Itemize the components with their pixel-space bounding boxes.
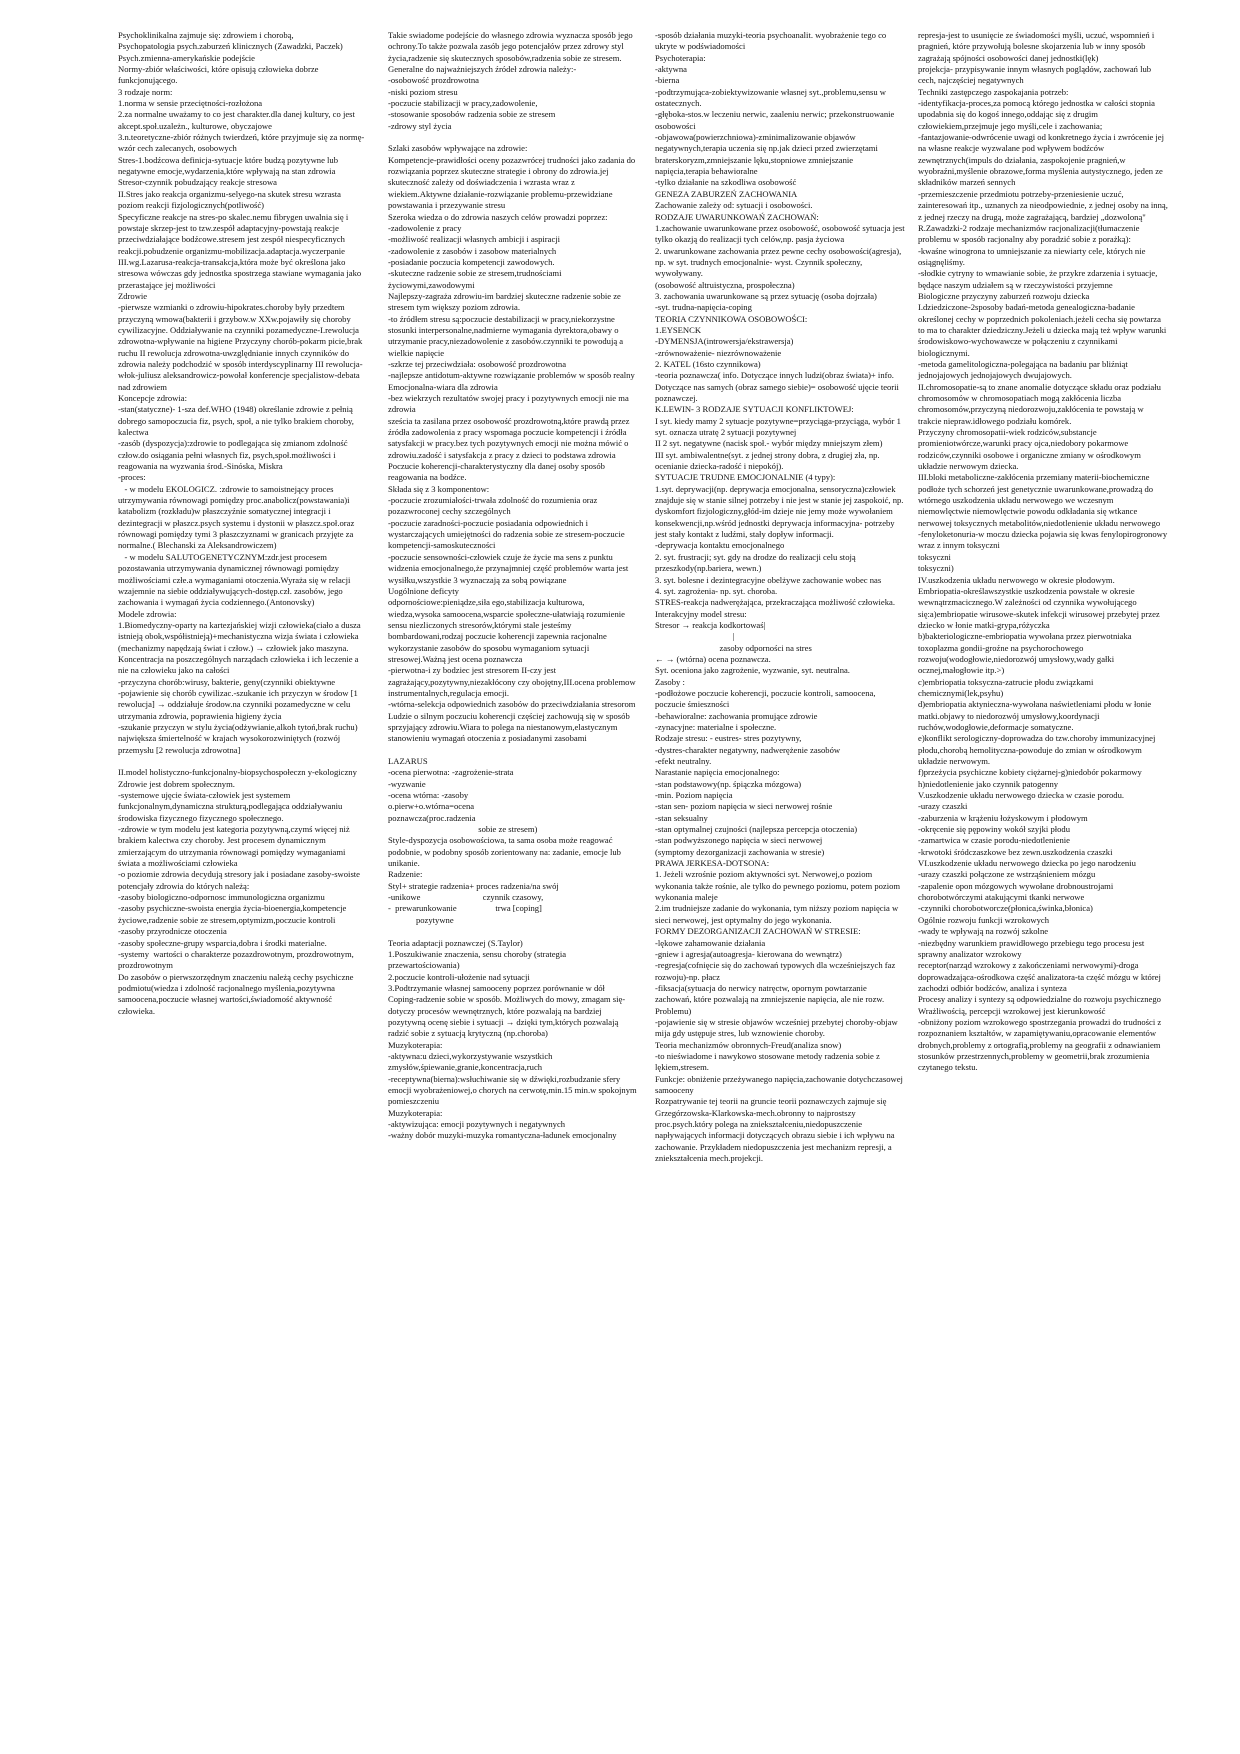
text-column-3: -sposób działania muzyki-teoria psychoanalit. wyobrażenie tego co ukryte w podświadomości Psychoterapia: -aktywna -bierna -podtrzymująca-zobiektywizowanie własnej syt.,problemu,sensu w ostatecznych. -głęboka-stos.w leczeniu nerwic, zaaleniu nerwic; przekonstruowanie osobowości -objawowa(powierzchniowa)-zminimalizowanie objawów negatywnych,terapia uczenia się np.jak dzieci przed zwierzętami braterskoryzm,zmniejszanie lęku,stopniowe zmniejszanie napięcia,terapia behawioralne -tylko działanie na szkodliwa osobowość GENEZA ZABURZEŃ ZACHOWANIA Zachowanie zależy od: sytuacji i osobowości. RODZAJE UWARUNKOWAŃ ZACHOWAŃ: 1.zachowanie uwarunkowane przez osobowość, osobowość sytuacja jest tylko okazją do realizacji tych celów,np. pasja życiowa 2. uwarunkowane zachowania przez pewne cechy osobowości(agresja), np. w syt. trudnych emocjonalnie- wyst. Czynnik społeczny, wywoływany. (osobowość altruistyczna, prospołeczna) 3. zachowania uwarunkowane są przez sytuację (osoba dojrzała) -syt. trudna-napięcia-coping TEORIA CZYNNIKOWA OSOBOWOŚCI: 1.EYSENCK -DYMENSJA(introwersja/ekstrawersja) -zrównoważenie- niezrównoważenie 2. KATEL (16sto czynnikowa) -teoria poznawcza( info. Dotyczące innych ludzi(obraz świata)+ info. Dotyczące nas samych (obraz samego siebie)= osobowość ujęcie teorii poznawczej. K.LEWIN- 3 RODZAJE SYTUACJI KONFLIKTOWEJ: I syt. kiedy mamy 2 sytuacje pozytywne=przyciąga-przyciąga, wybór 1 syt. oznacza utratę 2 sytuacji pozytywnej II 2 syt. negatywne (nacisk społ.- wybór między mniejszym złem) III syt. ambiwalentne(syt. z jednej strony dobra, z drugiej zła, np. ocenianie dziecka-radość i niepokój). SYTUACJE TRUDNE EMOCJONALNIE (4 typy): 1.syt. deprywacji(np. deprywacja emocjonalna, sensoryczna)człowiek znajduje się w stanie silnej potrzeby i nie jest w stanie jej zaspokoić, np. dyskomfort fizjologiczny,głód-im dzieje nie jemy może wywołaniem konsekwencji,np.wśród jednostki deprywacja informacyjna- potrzeby jest stały kontakt z ludźmi, stały dopływ informacji. -deprywacja kontaktu emocjonalnego 2. syt. frustracji; syt. gdy na drodze do realizacji celu stoją przeszkody(np.bariera, wewn.) 3. syt. bolesne i dezintegracyjne obelżywe zachowanie wobec nas 4. syt. zagrożenia- np. syt. choroba. STRES-reakcja nadwerężająca, przekraczająca możliwość człowieka. Interakcyjny model stresu: Stresor → reakcja kodkortowaś| | zasoby odporności na stres ← → (wtórna) ocena poznawcza. Syt. oceniona jako zagrożenie, wyzwanie, syt. neutralna. Zasoby : -podłożowe poczucie koherencji, poczucie kontroli, samoocena, poczucie śmieszności -behawioralne: zachowania promujące zdrowie -zynacyjne: materialne i społeczne. Rodzaje stresu: - eustres- stres pozytywny, -dystres-charakter negatywny, nadwerężenie zasobów -efekt neutralny. Narastanie napięcia emocjonalnego: -stan podstawowy(np. śpiączka mózgowa) -min. Poziom napięcia -stan sen- poziom napięcia w sieci nerwowej rośnie -stan seksualny -stan optymalnej czujności (najlepsza percepcja otoczenia) -stan podwyższonego napięcia w sieci nerwowej (symptomy dezorganizacji zachowania w stresie) PRAWA JERKESA-DOTSONA: 1. Jeżeli wzrośnie poziom aktywności syt. Nerwowej,o poziom wykonania także rośnie, ale tylko do pewnego poziomu, potem poziom wykonania maleje 2.im trudniejsze zadanie do wykonania, tym niższy poziom napięcia w sieci nerwowej, jest optymalny do jego wykonania. FORMY DEZORGANIZACJI ZACHOWAŃ W STRESIE: -lękowe zahamowanie działania -gniew i agresja(autoagresja- kierowana do wewnątrz) -regresja(cofnięcie się do zachowań typowych dla wcześniejszych faz rozwoju)-np. płacz -fiksacja(sytuacja do nerwicy natręctw, opornym powtarzanie zachowań, które pozwalają na zmniejszenie napięcia, ale nie rozw. Problemu) -pojawienie się w stresie objawów wcześniej przebytej choroby-objaw mija gdy ustępuje stres, lub wznowienie choroby. Teoria mechanizmów obronnych-Freud(analiza snow) -to nieświadome i nawykowo stosowane metody radzenia sobie z lękiem,stresem. Funkcje: obniżenie przeżywanego napięcia,zachowanie dotychczasowej samooceny Rozpatrywanie tej teorii na gruncie teorii poznawczych zajmuje się Grzegórzowska-Klarkowska-mech.obronny to najprostszy proc.psych.który polega na zniekształceniu,niedopuszczenie napływających informacji dotyczących obrazu siebie i ich wpływu na zachowanie. Przykładem niedopuszczenia jest mechanizm represji, a zniekształcenia mech.projekcji. xyxy=(655,30,905,1164)
text-column-1: Psychoklinikalna zajmuje się: zdrowiem i chorobą, Psychopatologia psych.zaburzeń klinicznych (Zawadzki, Paczek) Psych.zmienna-amerykańskie podejście Normy-zbiór właściwości, które opisują człowieka dobrze funkcjonującego. 3 rodzaje norm: 1.norma w sensie przeciętności-rozłożona 2.za normalne uważamy to co jest charakter.dla danej kultury, co jest akcept.społ.uzależn., kulturowe, obyczajowe 3.n.teoretyczne-zbiór różnych twierdzeń, które przyjmuje się za normę-wzór cech zalecanych, osobowych Stres-1.bodźcowa definicja-sytuacje które budzą pozytywne lub negatywne emocje,wydarzenia,które wpływają na stan zdrowia Stresor-czynnik pobudzający reakcje stresowa II.Stres jako reakcja organizmu-selyego-na skutek stresu wzrasta poziom reakcji fizjologicznych(potliwość) Specyficzne reakcje na stres-po skalec.nemu fibrygen uwalnia się i powstaje skrzep-jest to tzw.zespół adaptacyjny-powstają reakcje przeciwdziałające bodźcowe.stresem jest zespół niespecyficznych reakcji.pobudzenie organizmu-mobilizacja.adaptacja.wyczerpanie III.wg.Lazarusa-reakcja-transakcja,która może być określona jako stresowa wówczas gdy jednostka spostrzega stawiane wymagania jako przerastające jej możliwości Zdrowie -pierwsze wzmianki o zdrowiu-hipokrates.choroby były przedtem przyczyną wmowa(bakterii i grzybow.w XXw.pojawiły się choroby cywilizacyjne. Oddziaływanie na czynniki pozamedyczne-I.rewolucja zdrowotna-wpływanie na higiene Przyczyny chorób-pokarm picie,brak ruchu II rewolucja zdrowotna-uwzględnianie innych czynników do zdrowia należy podchodzić w sposób interdyscyplinarny III rewolucja-włok-juliusz aleksandrowicz-powołał konferencje specjalistow-debata nad zdrowiem Koncepcje zdrowia: -stan(statyczne)- 1-sza def.WHO (1948) określanie zdrowie z pełnią dobrego samopoczucia fiz, psych, społ, a nie tylko brakiem choroby, kalectwa -zasób (dyspozycja):zdrowie to podlegająca się zmianom zdolność człow.do osiągania pełni własnych fiz, psych,społ.możliwości i reagowania na wyzwania środ.-Sinóska, Miskra -proces: - w modelu EKOLOGICZ. :zdrowie to samoistnejący proces utrzymywania równowagi pomiędzy proc.anabolicz(powstawania)i katabolizm (rozkładu)w płaszczyźnie somatycznej integracji i dezintegracji w płaszcz.psych systemu i dystonii w płaszcz.społ.oraz równowagi pomiędzy tymi 3 płaszczyznami w granicach przyjęte za normalne.( Blechanski za Aleksandrowiczem) - w modelu SALUTOGENETYCZNYM:zdr.jest procesem pozostawania utrzymywania dynamicznej równowagi pomiędzy możliwościami człe.a wymaganiami otoczenia.Wyraża się w relacji wzajemnie na siebie oddziaływujących-dostęp.czł. zasobów, jego zachowania i wymagań życia codziennego.(Antonovsky) Modele zdrowia: 1.Biomedyczny-oparty na kartezjańskiej wizji człowieka(ciało a dusza istnieją obok,współistnieją)+mechanistyczna wizja świata i człowieka (mechanizmy napędzają świat i człow.) → człowiek jako maszyna. Koncentracja na poszczególnych narządach człowieka i ich leczenie a nie na człowieku jako na całości -przyczyna chorób:wirusy, bakterie, geny(czynniki obiektywne -pojawienie się chorób cywilizac.-szukanie ich przyczyn w środow [1 rewolucja] → oddziałuje środow.na czynniki pozamedyczne w celu utrzymania zdrowia, poprawienia higieny życia -szukanie przyczyn w stylu życia(odżywianie,alkoh tytoń,brak ruchu) największa śmiertelność w krajach wysokorozwiniętych (rozwój przemysłu [2 rewolucja zdrowotna] II.model holistyczno-funkcjonalny-biopsychospołeczn y-ekologiczny Zdrowie jest dobrem społecznym. -systemowe ujęcie świata-człowiek jest systemem funkcjonalnym,dynamiczna strukturą,podlegająca oddziaływaniu środowiska fizycznego fizycznego społecznego. -zdrowie w tym modelu jest kategoria pozytywną,czymś więcej niż brakiem kalectwa czy choroby. Jest procesem dynamicznym zmierzającym do utrzymania równowagi pomiędzy wymaganiami świata a możliwościami człowieka -o poziomie zdrowia decydują stresory jak i posiadane zasoby-swoiste potencjały zdrowia do których należą: -zasoby biologiczno-odpornosc immunologiczna organizmu -zasoby psychiczne-swoista energia życia-bioenergia,kompetencje życiowe,radzenie sobie ze stresem,optymizm,poczucie kontroli -zasoby przyrodnicze otoczenia -zasoby społeczne-grupy wsparcia,dobra i środki materialne. -systemy wartości o charakterze pozazdrowotnym, prozdrowotnym, prozdrowotnym Do zasobów o pierwszorzędnym znaczeniu należą cechy psychiczne podmiotu(wiedza i zdolność racjonalnego myślenia,pozytywna samoocena,poczucie własnej wartości,świadomość aktywność człowieka. xyxy=(118,30,365,1016)
text-column-4: represja-jest to usunięcie ze świadomości myśli, uczuć, wspomnień i pragnień, które przywołują bolesne skojarzenia lub w inny sposób zagrażają spójności osobowości danej jednostki(lęk) projekcja- przypisywanie innym własnych poglądów, zachowań lub cech, najczęściej negatywnych Techniki zastępczego zaspokajania potrzeb: -identyfikacja-proces,za pomocą którego jednostka w całości stopnia upodabnia się do kogoś innego,oddając się z drugim człowiekiem,przejmuje jego myśli,cele i zachowania; -fantazjowanie-odwrócenie uwagi od konkretnego życia i zwrócenie jej na własne reakcje wyzwalane pod wpływem bodźców zewnętrznych(impuls do działania, zaspokojenie pragnień,w wyobraźni,myślenie obrazowe,forma myślenia autystycznego, jeden ze składników marzeń sennych -przemieszczenie przedmiotu potrzeby-przeniesienie uczuć, zainteresowań itp., uznanych za nieodpowiednie, z jednej osoby na inną, z jednej rzeczy na drugą, może zagrażającą, bardziej „dozwoloną" R.Zawadzki-2 rodzaje mechanizmów racjonalizacji(tłumaczenie problemu w sposób racjonalny aby poradzić sobie z porażką): -kwaśne winogrona to umniejszanie za niewiarty cele, których nie osiągnęliśmy. -słodkie cytryny to wmawianie sobie, że przykre zdarzenia i sytuacje, będące naszym udziałem są w rzeczywistości przyjemne Biologiczne przyczyny zaburzeń rozwoju dziecka I.dziedziczone-2sposoby badań-metoda genealogiczna-badanie określonej cechy w poprzednich pokoleniach.jeżeli cecha się powtarza to ma to charakter dziedziczny.Jeżeli u dziecka mają też wpływ warunki środowiskowo-wychowawcze w połączeniu z czynnikami biologicznymi. -metoda gamelitologiczna-polegająca na badaniu par bliźniąt jednojajowych jednojajowych dwujajowych. II.chromosopatie-są to znane anomalie dotyczące składu oraz podziału chromosomów w chromosopatiach mogą zakłócenia liczba chromosomów,przyczyną niedorozwoju,zakłócenia te powstają w trakcie niepraw.idłowego podziału komórek. Przyczyny chromosopatii-wiek rodziców,substancje promieniotwórcze,warunki pracy ojca,niedobory pokarmowe rodziców,czynniki osobowe i organiczne zmiany w ośrodkowym układzie nerwowym dziecka. III.bloki metaboliczne-zakłócenia przemiany materii-biochemiczne podłoże tych schorzeń jest genetycznie uwarunkowane,prowadzą do wtórnego uszkodzenia układu nerwowego we wczesnym niemowlęctwie niemowlęctwie powodu odkładania się wtkance nerwowej toksycznych metabolitów,niedotlenienie układu nerwowego -fenyloketonuria-w moczu dziecka pojawia się kwas fenylopirogronowy wraz z innym toksyczni toksyczni toksyczni) IV.uszkodzenia układu nerwowego w okresie płodowym. Embriopatia-określawszystkie uszkodzenia powstałe w okresie wewnątrzmacicznego.W zależności od czynnika wywołującego się:a)embriopatie wirusowe-skutek infekcji wirusowej przebytej przez dziecko w łonie matki-grypa,różyczka b)bakteriologiczne-embriopatia wywołana przez pierwotniaka toxoplazma gondii-groźne na psychorochowego rozwoju(wodogłowie,niedorozwój umysłowy,wady gałki ocznej,małogłowie itp.>) c)embriopatia toksyczna-zatrucie płodu związkami chemicznymi(lek,psyhu) d)embriopatia aktynieczna-wywołana naświetleniami płodu w łonie matki.objawy to niedorozwój umysłowy,koordynacji ruchów,wodogłowie,deformacje somatyczne. e)konflikt serologiczny-doprowadza do tzw.choroby immunizacyjnej płodu,chorobą hemolityczna-powoduje do zmian w ośrodkowym układzie nerwowym. f)przeżycia psychiczne kobiety ciężarnej-g)niedobór pokarmowy h)niedotlenienie jako czynnik patogenny V.uszkodzenie układu nerwowego dziecka w czasie porodu. -urazy czaszki -zaburzenia w krążeniu łożyskowym i płodowym -okręcenie się pępowiny wokół szyjki płodu -zamartwica w czasie porodu-niedotlenienie -krwotoki śródczaszkowe bez zewn.uszkodzenia czaszki VI.uszkodzenie układu nerwowego dziecka po jego narodzeniu -urazy czaszki połączone ze wstrząśnieniem mózgu -zapalenie opon mózgowych wywołane drobnoustrojami chorobotwórczymi atakującymi tkanki nerwowe -czynniki chorobotworcze(płonica,świnka,błonica) Ogólnie rozwoju funkcji wzrokowych -wady te wpływają na rozwój szkolne -niezbędny warunkiem prawidłowego przebiegu tego procesu jest sprawny analizator wzrokowy receptor(narząd wzrokowy z zakończeniami nerwowymi)-droga doprowadzająca-ośrodkowa część analizatora-ta część mózgu w której zachodzi odbiór bodźców, analiza i synteza Procesy analizy i syntezy są odpowiedzialne do rozwoju psychicznego Wrażliwością, percepcji wzrokowej jest kierunkowość -obniżony poziom wzrokowego spostrzegania prowadzi do trudności z rozpoznaniem kształtów, w zapamiętywaniu,opracowanie elementów drobnych,problemy z ortografią,problemy na geografii z odnawianiem stosunków przestrzennych,problemy w geometrii,brak zrozumienia czytanego tekstu. xyxy=(918,30,1168,1073)
text-column-2: Takie swiadome podejście do własnego zdrowia wyznacza sposób jego ochrony.To także pozwala zasób jego potencjałów przez zdrowy styl życia,radzenie się skutecznych sposobów,radzenia sobie ze stresem. Generalne do najważniejszych źródeł zdrowia należy:- -osobowość prozdrowotna -niski poziom stresu -poczucie stabilizacji w pracy,zadowolenie, -stosowanie sposobów radzenia sobie ze stresem -zdrowy styl życia Szlaki zasobów wpływające na zdrowie: Kompetencje-prawidłości oceny pozazwrócej trudności jako zadania do rozwiązania poprzez skuteczne strategie i obrony do zdrowia.jej skuteczność zależy od doświadczenia i wzrasta wraz z wiekiem.Aktywne działanie-rozwiązanie problemu-przewidziane powstawania i przezywanie stresu Szeroka wiedza o do zdrowia naszych celów prowadzi poprzez: -zadowolenie z pracy -możliwość realizacji własnych ambicji i aspiracji -zadowolenie z zasobów i zasobow materialnych -posiadanie poczucia kompetencji zawodowych. -skuteczne radzenie sobie ze stresem,trudnościami życiowymi,zawodowymi Najlepszy-zagraża zdrowiu-im bardziej skuteczne radzenie sobie ze stresem tym większy poziom zdrowia. -to źródłem stresu są:poczucie destabilizacji w pracy,niekorzystne stosunki interpersonalne,nadmierne wymagania dyrektora,obawy o utrzymanie pracy,niezadowolenie z zasobów.czynniki te powodują a wielkie napięcie -szkrze tej przeciwdziała: osobowość prozdrowotna -najlepsze antidotum-aktywne rozwiązanie problemów w sposób realny Emocjonalna-wiara dla zdrowia -bez wiekrzych rezultatów swojej pracy i pozytywnych emocji nie ma zdrowia sześcia ta zasilana przez osobowość prozdrowotną,które prawdą przez źródła zadowolenia z pracy wspomaga poczucie kompetencji i źródła satysfakcji w pracy.bez tych pozytywnych emocji nie można mówić o zdrowiu.zadość i satysfakcja z pracy z dzieci to podstawa zdrowia Poczucie koherencji-charakterystyczny dla danej osoby sposób reagowania na bodźce. Składa się z 3 komponentow: -poczucie zrozumiałości-trwała zdolność do rozumienia oraz pozazwroconej cechy szczególnych -poczucie zaradności-poczucie posiadania odpowiednich i wystarczających umiejętności do radzenia sobie ze stresem-poczucie kompetencji-samoskuteczności -poczucie sensowności-człowiek czuje że życie ma sens z punktu widzenia emocjonalnego,że przynajmniej część problemów warta jest wysiłku,wszystkie 3 wyznaczają za sobą powiązane Uogólnione deficyty odpornościowe:pieniądze,siła ego,stabilizacja kulturowa, wiedza,wysoka samoocena,wsparcie społeczne-ułatwiają rozumienie sensu niezliczonych stresorów,którymi stale jesteśmy bombardowani,rodzaj poczucie koherencji zapewnia racjonalne wykorzystanie zasobów do sposobu wymaganiom sytuacji stresowej.Ważną jest ocena poznawcza -pierwotna-i zy bodziec jest stresorem II-czy jest zagrażający,pozytywny,niezakłócony czy obojętny,III.ocena problemow instrumentalnych,regulacja emocji. -wtórna-selekcja odpowiednich zasobów do przeciwdziałania stresorom Ludzie o silnym poczuciu koherencji częściej zachowują się w sposób sprzyjający zdrowiu.Wiara to polega na niestanowym,elastycznym stanowieniu wymagań otoczenia z posiadanymi zasobami LAZARUS -ocena pierwotna: -zagrożenie-strata -wyzwanie -ocena wtórna: -zasoby o.pierw+o.wtórna=ocena poznawcza(proc.radzenia sobie ze stresem) Style-dyspozycja osobowościowa, ta sama osoba może reagować podobnie, w podobny sposób zorientowany na: zadanie, emocje lub unikanie. Radzenie: Styl+ strategie radzenia+ proces radzenia/na swój -unikowe czynnik czasowy, - prewarunkowanie trwa [coping] pozytywne Teoria adaptacji poznawczej (S.Taylor) 1.Poszukiwanie znaczenia, sensu choroby (strategia przewartościowania) 2.poczucie kontroli-ułożenie nad sytuacji 3.Podtrzymanie własnej samooceny poprzez porównanie w dół Coping-radzenie sobie w sposób. Możliwych do mowy, zmagam się-dotyczy procesów wewnętrznych, które pozwalają na bardziej pozytywną ocenę siebie i sytuacji → dzięki tym,których pozwalają radzić sobie z sytuacją krytyczną (np.choroba) Muzykoterapia: -aktywna:u dzieci,wykorzystywanie wszystkich zmysłów,śpiewanie,granie,koncentracja,ruch -receptywna(bierna):wsłuchiwanie się w dźwięki,rozbudzanie sfery emocji wyobrażeniowej,o chorych na cerwotę,min.15 min.w spokojnym pomieszczeniu Muzykoterapia: -aktywizująca: emocji pozytywnych i negatywnych -ważny dobór muzyki-muzyka romantyczna-ładunek emocjonalny xyxy=(388,30,637,1141)
